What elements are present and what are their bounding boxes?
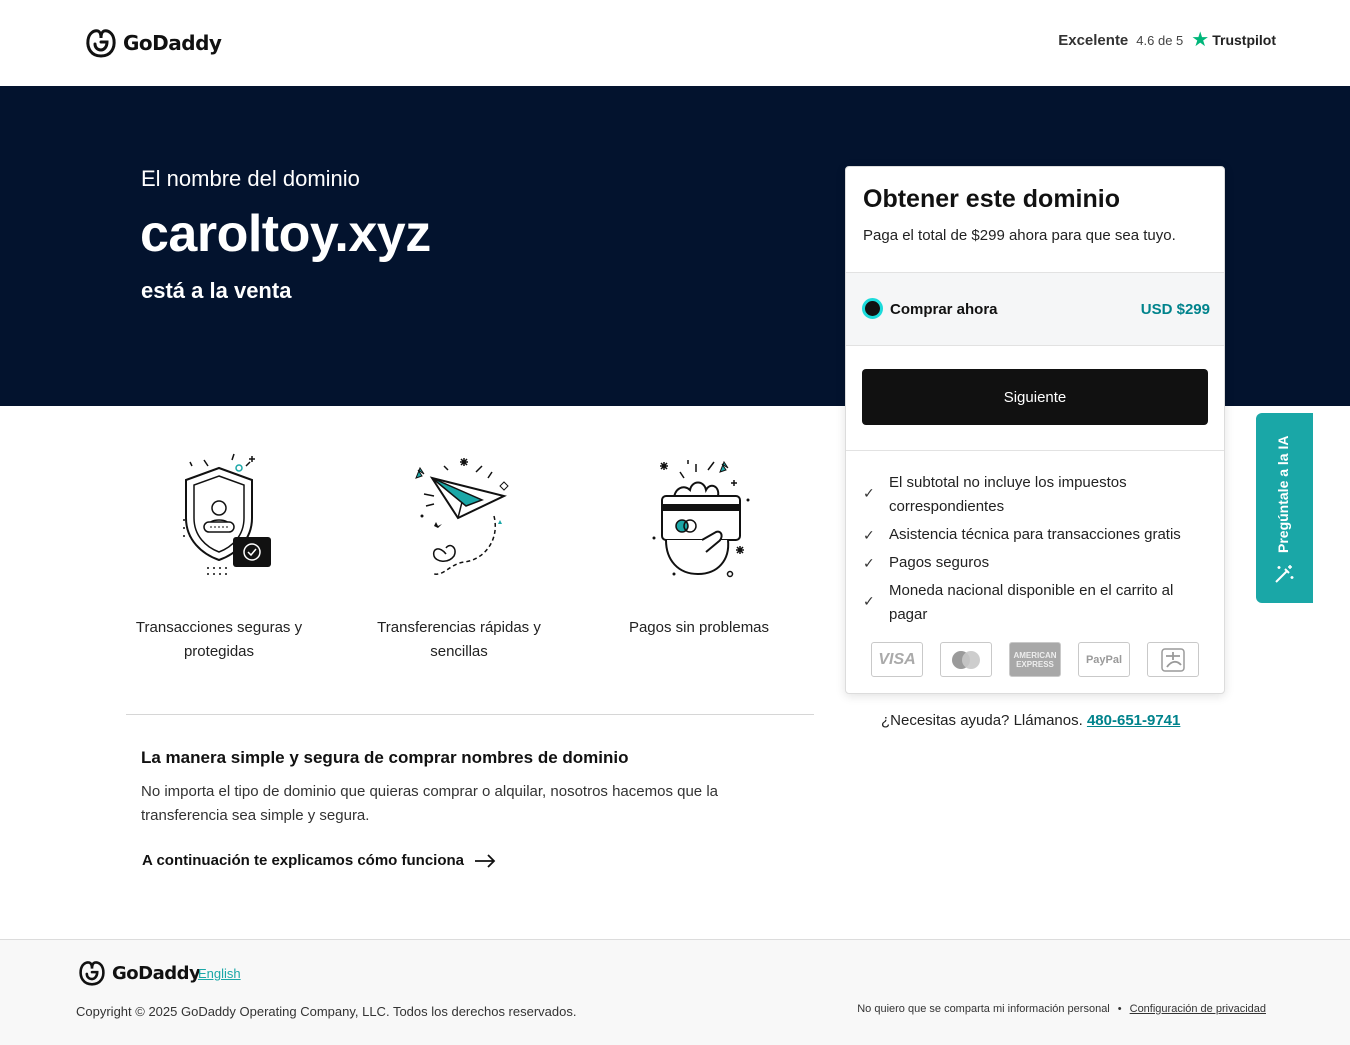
- feature-payments: [589, 450, 809, 640]
- check-icon: ✓: [863, 485, 875, 501]
- feature-secure: [109, 450, 329, 664]
- bullet-item: [863, 551, 1203, 575]
- footer-logo[interactable]: [78, 960, 200, 986]
- trustpilot-brand: [1191, 30, 1276, 50]
- rating-score: 4.6 de 5: [1136, 32, 1184, 48]
- feature-label: Pagos sin problemas: [628, 619, 770, 636]
- bullet-text: Asistencia técnica para transacciones gratis: [889, 526, 1181, 543]
- how-it-works-link[interactable]: [142, 852, 496, 869]
- hero-eyebrow: El nombre del dominio: [141, 166, 360, 191]
- shield-user-icon: [164, 450, 274, 580]
- next-button[interactable]: Siguiente: [862, 369, 1208, 425]
- info-body: No importa el tipo de dominio que quieras comprar o alquilar, nosotros hacemos que la transferencia sea simple y segura.: [141, 783, 718, 824]
- amex-icon: AMERICAN EXPRESS: [1009, 642, 1061, 677]
- purchase-card: [845, 166, 1225, 694]
- bullet-text: El subtotal no incluye los impuestos correspondientes: [889, 474, 1127, 515]
- buy-now-radio[interactable]: [862, 298, 883, 319]
- how-it-works-label: A continuación te explicamos cómo funciona: [142, 852, 464, 869]
- visa-icon: VISA: [871, 642, 923, 677]
- footer-links: [857, 1003, 1266, 1015]
- footer: [0, 939, 1350, 1045]
- payment-methods: [871, 642, 1199, 677]
- top-header: [0, 0, 1350, 86]
- ask-ai-label: Pregúntale a la IA: [1275, 435, 1291, 553]
- check-icon: ✓: [863, 555, 875, 571]
- bullet-item: [863, 523, 1203, 547]
- magic-wand-icon: [1273, 563, 1295, 585]
- alipay-logo-icon: [1161, 648, 1185, 672]
- link-separator: •: [1117, 1003, 1122, 1015]
- bullet-text: Pagos seguros: [889, 554, 990, 571]
- logo-text: GoDaddy: [123, 31, 222, 55]
- trustpilot-rating[interactable]: [1058, 30, 1276, 50]
- check-icon: ✓: [863, 527, 875, 543]
- card-subtitle: Paga el total de $299 ahora para que sea tuyo.: [863, 227, 1176, 244]
- info-title: La manera simple y segura de comprar nombres de dominio: [141, 748, 629, 767]
- godaddy-logo-icon: [85, 28, 117, 58]
- option-price: USD $299: [1140, 301, 1210, 318]
- card-divider: [846, 450, 1225, 451]
- rating-label: Excelente: [1058, 31, 1129, 49]
- hero-subtitle: está a la venta: [141, 278, 292, 303]
- paypal-icon: PayPal: [1078, 642, 1130, 677]
- ask-ai-tab[interactable]: [1256, 413, 1313, 603]
- feature-fast: [349, 450, 569, 664]
- mastercard-logo-icon: [948, 648, 984, 672]
- card-title: Obtener este dominio: [863, 185, 1120, 213]
- godaddy-logo-icon: [78, 960, 106, 986]
- help-text: ¿Necesitas ayuda? Llámanos.: [881, 712, 1083, 729]
- do-not-share-link[interactable]: No quiero que se comparta mi información personal: [857, 1003, 1110, 1015]
- bullet-item: [863, 471, 1203, 519]
- arrow-right-icon: [474, 854, 496, 868]
- check-icon: ✓: [863, 593, 875, 609]
- logo-text: GoDaddy: [112, 962, 201, 984]
- phone-link[interactable]: 480-651-9741: [1086, 712, 1181, 729]
- section-divider: [126, 714, 814, 715]
- paper-plane-icon: [404, 450, 514, 580]
- buy-now-option[interactable]: [846, 272, 1225, 346]
- card-hand-icon: [644, 450, 754, 580]
- option-label: Comprar ahora: [890, 301, 998, 318]
- bullet-text: Moneda nacional disponible en el carrito al pagar: [889, 582, 1174, 623]
- star-icon: ★: [1191, 29, 1210, 51]
- feature-label: Transacciones seguras y protegidas: [135, 619, 303, 660]
- trustpilot-label: Trustpilot: [1212, 32, 1276, 48]
- help-line: [881, 712, 1180, 729]
- language-link[interactable]: English: [198, 966, 241, 981]
- copyright: Copyright © 2025 GoDaddy Operating Company, LLC. Todos los derechos reservados.: [76, 1004, 577, 1019]
- alipay-icon: [1147, 642, 1199, 677]
- godaddy-logo[interactable]: [85, 28, 221, 58]
- mastercard-icon: [940, 642, 992, 677]
- domain-name: caroltoy.xyz: [140, 205, 431, 263]
- bullet-item: [863, 579, 1203, 627]
- feature-label: Transferencias rápidas y sencillas: [377, 619, 541, 660]
- privacy-settings-link[interactable]: Configuración de privacidad: [1129, 1003, 1266, 1015]
